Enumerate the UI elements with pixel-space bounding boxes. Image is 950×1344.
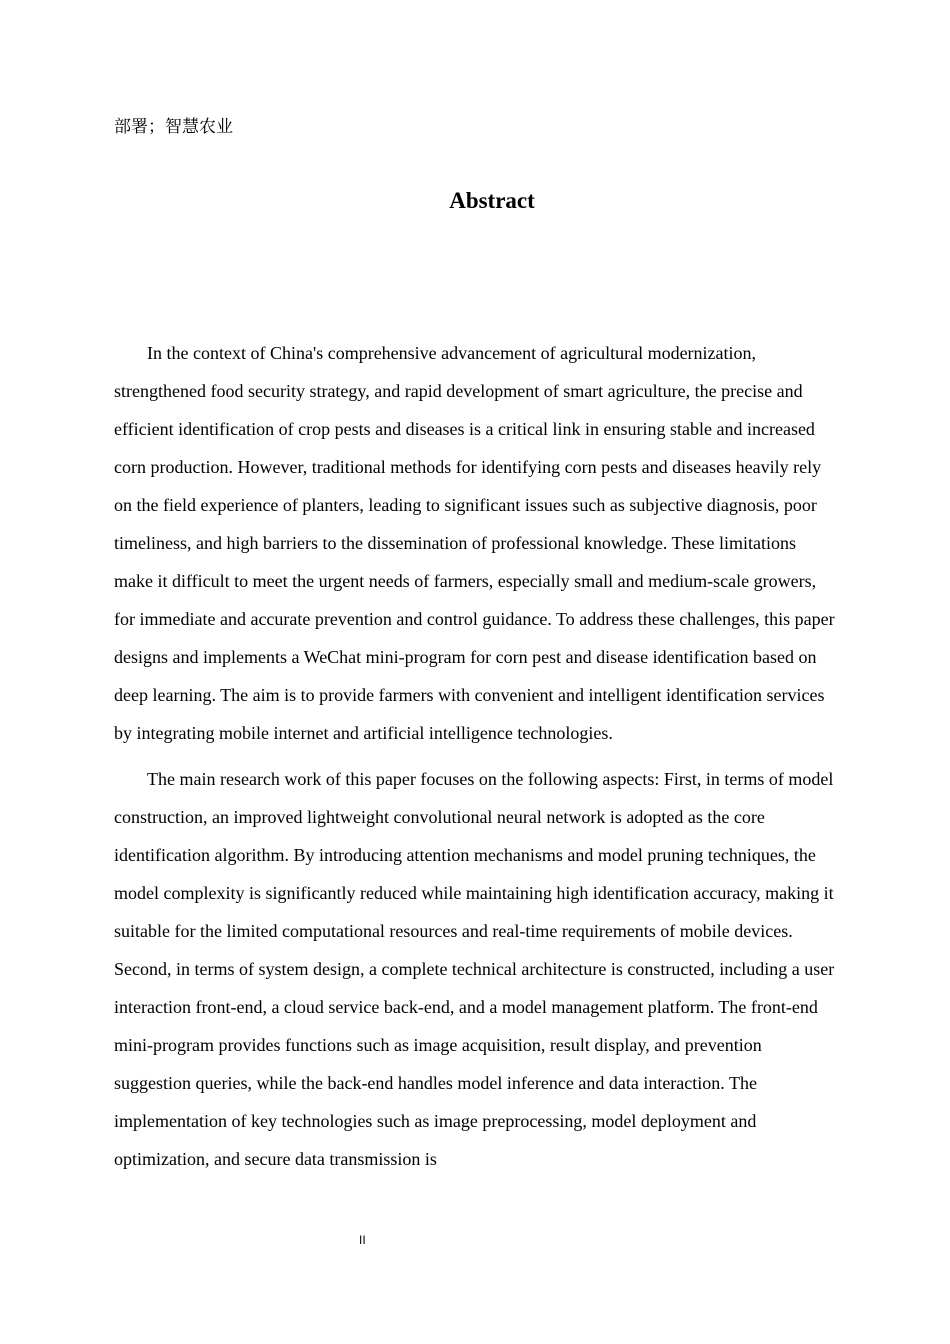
abstract-body xyxy=(114,334,838,1186)
abstract-paragraph-1: In the context of China's comprehensive advancement of agricultural modernization, strengthened food security strategy, and rapid development of smart agriculture, the precise and efficient identification of crop pests and diseases is a critical link in ensuring stable and increased corn production. However, traditional methods for identifying corn pests and diseases heavily rely on the field experience of planters, leading to significant issues such as subjective diagnosis, poor timeliness, and high barriers to the dissemination of professional knowledge. These limitations make it difficult to meet the urgent needs of farmers, especially small and medium-scale growers, for immediate and accurate prevention and control guidance. To address these challenges, this paper designs and implements a WeChat mini-program for corn pest and disease identification based on deep learning. The aim is to provide farmers with convenient and intelligent identification services by integrating mobile internet and artificial intelligence technologies. xyxy=(114,343,835,743)
page-number: II xyxy=(359,1233,366,1247)
abstract-paragraph-2: The main research work of this paper focuses on the following aspects: First, in terms of model construction, an improved lightweight convolutional neural network is adopted as the core identification algorithm. By introducing attention mechanisms and model pruning techniques, the model complexity is significantly reduced while maintaining high identification accuracy, making it suitable for the limited computational resources and real-time requirements of mobile devices. Second, in terms of system design, a complete technical architecture is constructed, including a user interaction front-end, a cloud service back-end, and a model management platform. The front-end mini-program provides functions such as image acquisition, result display, and prevention suggestion queries, while the back-end handles model inference and data interaction. The implementation of key technologies such as image preprocessing, model deployment and optimization, and secure data transmission is xyxy=(114,769,835,1169)
keywords-continuation: 部署；智慧农业 xyxy=(114,117,233,137)
abstract-heading: Abstract xyxy=(449,188,535,213)
